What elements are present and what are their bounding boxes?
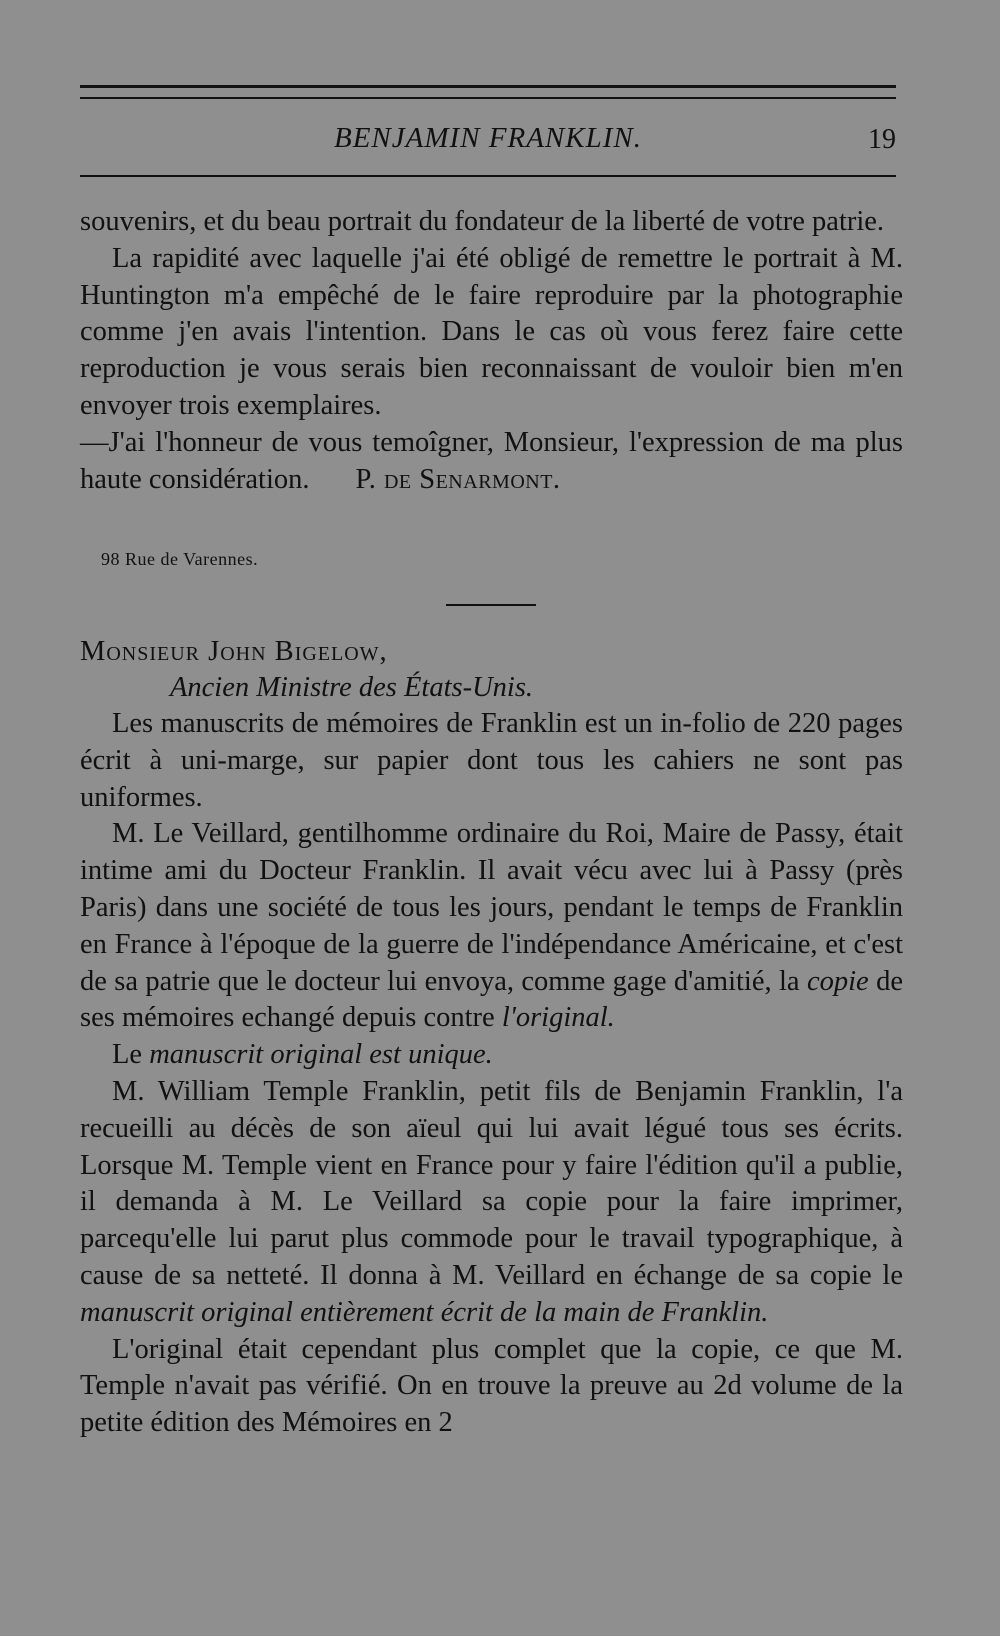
second-letter-paragraph-5: L'original était cependant plus complet que la copie, ce que M. Temple n'avait pas vérifié. On en trouve la preuve au 2d volume de la petite édition des Mémoires en 2 <box>80 1333 903 1439</box>
recipient-name: Monsieur John Bigelow, <box>80 636 388 667</box>
paragraph-3-text: Le <box>112 1039 150 1071</box>
original-italic: l'original. <box>501 1002 615 1034</box>
top-double-rule-upper <box>80 85 896 88</box>
letter-closing <box>80 425 903 499</box>
header-rule <box>80 175 896 177</box>
sender-address: 98 Rue de Varennes. <box>101 549 259 569</box>
copie-italic: copie <box>806 965 869 997</box>
top-double-rule-lower <box>80 97 896 99</box>
recipient-title: Ancien Ministre des États-Unis. <box>170 672 534 703</box>
page-number: 19 <box>868 124 896 155</box>
second-letter-paragraph-4 <box>80 1074 903 1332</box>
second-letter-paragraph-1: Les manuscrits de mémoires de Franklin est un in-folio de 220 pages écrit à uni-marge, sur papier dont tous les cahiers ne sont pas uniformes. <box>80 708 903 813</box>
letter-body <box>80 204 903 498</box>
paragraph-3-italic: manuscrit original est unique. <box>149 1039 493 1071</box>
second-letter-body <box>80 706 903 1442</box>
running-header <box>80 118 896 158</box>
second-letter-paragraph-2 <box>80 816 903 1037</box>
paragraph-4-italic: manuscrit original entièrement écrit de la main de Franklin. <box>80 1296 769 1328</box>
paragraph-4-text: M. William Temple Franklin, petit fils de Benjamin Franklin, l'a recueilli au décès de son aïeul qui lui avait légué tous ses écrits. Lorsque M. Temple vient en France pour y faire l'édition qu'il a publie, il demanda à M. Le Veillard sa copie pour la faire imprimer, parcequ'elle lui parut plus commode pour le travail typographique, à cause de sa netteté. Il donna à M. Veillard en échange de sa copie le <box>80 1075 903 1291</box>
letter-paragraph-1: souvenirs, et du beau portrait du fondateur de la liberté de votre patrie. <box>80 206 885 237</box>
paragraph-2-text-b: de ses mémoires echangé depuis contre <box>80 965 903 1034</box>
letter-paragraph-2: La rapidité avec laquelle j'ai été obligé de remettre le portrait à M. Huntington m'a empêché de le faire reproduire par la photographie comme j'en avais l'intention. Dans le cas où vous ferez faire cette reproduction je vous serais bien reconnaissant de vouloir bien m'en envoyer trois exemplaires. <box>80 242 903 421</box>
second-letter-paragraph-3 <box>80 1037 903 1074</box>
letter-closing-text: —J'ai l'honneur de vous temoîgner, Monsieur, l'expression de ma plus haute considération. <box>80 426 903 495</box>
letter-signature: P. de Senarmont. <box>355 463 561 495</box>
section-separator <box>446 604 536 606</box>
paragraph-2-text-a: M. Le Veillard, gentilhomme ordinaire du Roi, Maire de Passy, était intime ami du Docteur Franklin. Il avait vécu avec lui à Passy (près Paris) dans une société de tous les jours, pendant le temps de Franklin en France à l'époque de la guerre de l'indépendance Américaine, et c'est de sa patrie que le docteur lui envoya, comme gage d'amitié, la <box>80 818 903 997</box>
running-title: BENJAMIN FRANKLIN. <box>334 122 642 154</box>
